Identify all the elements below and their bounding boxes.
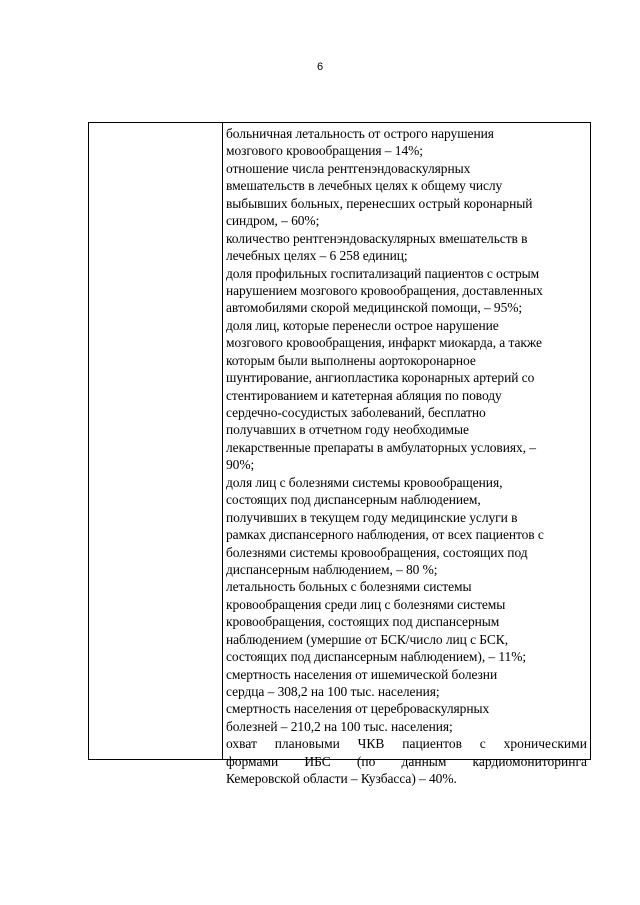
text-line: сердечно-сосудистых заболеваний, бесплатно [226, 405, 486, 420]
text-line: состоящих под диспансерным наблюдением, [226, 492, 481, 508]
text-line: болезней – 210,2 на 100 тыс. населения; [226, 718, 453, 734]
text-line: мозгового кровообращения – 14%; [226, 143, 423, 159]
word: (по [356, 753, 376, 769]
indicator-text [226, 125, 590, 735]
text-line: которым были выполнены аортокоронарное [226, 352, 476, 368]
text-line: стентированием и катетерная абляция по поводу [226, 387, 502, 403]
text-line: выбывших больных, перенесших острый коронарный [226, 195, 533, 211]
text-line: кровообращения, состоящих под диспансерным [226, 614, 500, 630]
word: хроническими [503, 736, 587, 752]
word: охват [226, 736, 257, 752]
text-line: летальность больных с болезнями системы [226, 579, 472, 595]
indicator-table [88, 122, 591, 787]
text-line: сердца – 308,2 на 100 тыс. населения; [226, 684, 440, 699]
text-line: нарушением мозгового кровообращения, доставленных [226, 282, 543, 298]
text-line: лечебных целях – 6 258 единиц; [226, 248, 408, 264]
text-line: количество рентгенэндоваскулярных вмешательств в [226, 230, 528, 246]
justified-line [226, 735, 590, 752]
text-line: вмешательств в лечебных целях к общему числу [226, 178, 503, 194]
text-line: наблюдением (умершие от БСК/число лиц с БСК, [226, 631, 509, 647]
text-line: мозгового кровообращения, инфаркт миокарда, а также [226, 335, 542, 351]
page-number: 6 [316, 61, 324, 73]
word: с [479, 736, 486, 752]
text-line: 90%; [226, 457, 255, 473]
text-line: доля лиц с болезнями системы кровообращения, [226, 474, 503, 490]
text-line: смертность населения от цереброваскулярных [226, 701, 490, 717]
text-line: состоящих под диспансерным наблюдением), – 11%; [226, 649, 527, 665]
text-line: получивших в текущем году медицинские услуги в [226, 509, 518, 525]
table-left-cell [89, 123, 223, 759]
text-line: смертность населения от ишемической болезни [226, 666, 498, 682]
word: кардиомониторинга [472, 753, 587, 769]
text-line: Кемеровской области – Кузбасса) – 40%. [226, 771, 457, 787]
text-line: доля лиц, которые перенесли острое нарушение [226, 317, 499, 333]
text-line: доля профильных госпитализаций пациентов с острым [226, 265, 540, 281]
text-line: шунтирование, ангиопластика коронарных артерий со [226, 370, 535, 386]
word: ЧКВ [357, 736, 385, 752]
text-line: лекарственные препараты в амбулаторных условиях, – [226, 439, 536, 455]
text-line: больничная летальность от острого нарушения [226, 126, 494, 141]
text-line: получавших в отчетном году необходимые [226, 422, 469, 438]
text-line: кровообращения среди лиц с болезнями системы [226, 596, 506, 612]
word: данным [401, 753, 447, 769]
word: формами [226, 753, 279, 769]
table-right-cell [223, 123, 590, 787]
text-line: синдром, – 60%; [226, 213, 320, 229]
word: пациентов [402, 736, 462, 752]
text-line: рамках диспансерного наблюдения, от всех пациентов с [226, 527, 544, 543]
text-line: отношение числа рентгенэндоваскулярных [226, 160, 471, 176]
text-line: автомобилями скорой медицинской помощи, – 95%; [226, 300, 523, 316]
text-line: диспансерным наблюдением, – 80 %; [226, 561, 438, 577]
text-line: болезнями системы кровообращения, состоящих под [226, 544, 528, 560]
word: ИБС [304, 753, 331, 769]
word: плановыми [274, 736, 340, 752]
justified-text [226, 735, 590, 770]
justified-line [226, 753, 590, 770]
